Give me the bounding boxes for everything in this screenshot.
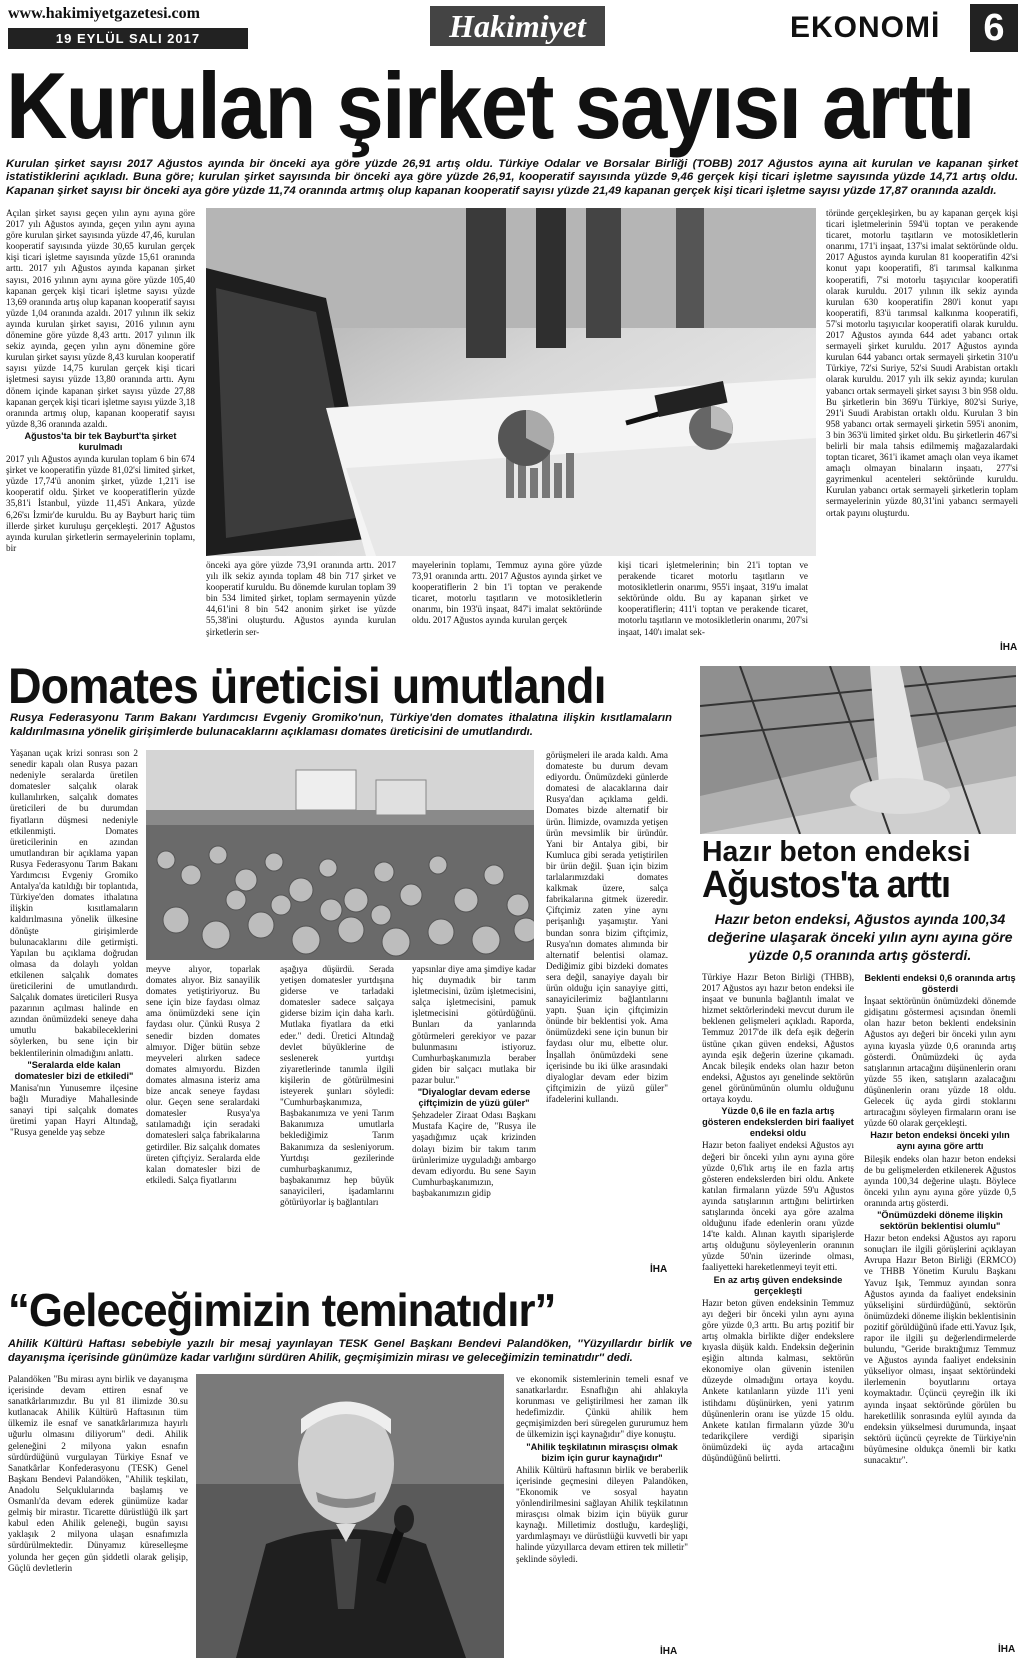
article3-col2-subheading-2: Hazır beton endeksi önceki yılın aynı ayına göre arttı xyxy=(870,1130,1010,1152)
article1-col4-text: kişi ticari işletmelerinin; bin 21'i toptan ve perakende ticaret motorlu taşıtların ve motosikletlerin onarımı, 955'i inşaat, 319'u imalat sektöründe oldu. Bu ay kapanan şirket ve kooperatiflerin; 411'i toptan ve perakende ticaret, motorlu taşıtların ve motosikletlerin onarımı, 207'si inşaat, 140'ı imalat sek- xyxy=(618,560,808,637)
newspaper-logo: Hakimiyet xyxy=(430,6,605,46)
article3-headline-line2: Ağustos'ta arttı xyxy=(702,864,951,906)
article2-deck: Rusya Federasyonu Tarım Bakanı Yardımcısı Evgeniy Gromiko'nun, Türkiye'den domates ithalatına ilişkin kısıtlamaların kaldırılmasına yönelik girişimlerde bulunacaklarını açıklaması domates üreticisini de umutlandırdı. xyxy=(10,712,672,738)
article1-col1-text: Açılan şirket sayısı geçen yılın aynı ayına göre 2017 yılı Ağustos ayında, geçen yılın aynı ayına göre kurulan şirket sayısında yüzde 47,46, kurulan kooperatif sayısında yüzde 30,65 kurulan gerçek kişi ticari işletme sayısında yüzde 15,61 oranında arttı. 2017 yılı Ağustos ayında kapanan şirket sayısı, 2016 yılının aynı ayına göre yüzde 105,40 kapanan gerçek kişi ticari işletme sayısı yüzde 13,69 oranında artış olup kapanan kooperatif sayısı yüzde 1,04 oranında azaldı. 2017 yılının ilk sekiz ayında kurulan şirket sayısı, 2016 yılının aynı dönemine göre yüzde 8,43 arttı. 2017 yılının ilk sekiz ayında, geçen yılın aynı dönemine göre kurulan şirket sayısı yüzde 8,43 kurulan kooperatif sayısı yüzde 14,75 kurulan gerçek kişi ticari işletmesi sayısı yüzde 13,80 oranında arttı. Aynı dönem içinde kapanan şirket sayısı yüzde 27,88 kapanan gerçek kişi ticari işletme sayısı yüzde 3,18 oranında artmış olup, kapanan kooperatif sayısı yüzde 8,36 oranında azaldı. xyxy=(6,208,195,429)
article1-deck: Kurulan şirket sayısı 2017 Ağustos ayında bir önceki aya göre yüzde 26,91 artış oldu. Türkiye Odalar ve Borsalar Birliği (TOBB) 2017 Ağustos ayına ait kurulan ve kapanan şirket istatistiklerini açıkladı. Buna göre; kurulan şirket sayısında bir önceki aya göre yüzde 26,91, kooperatif sayısında yüzde 9,46 gerçek kişi ticari işletme sayısında yüzde 14,71 artış oldu. Kapanan şirket sayısı bir önceki aya göre yüzde 11,74 oranında artmış olup kapanan kooperatif sayısı yüzde 21,49 kapanan gerçek kişi ticari işletme sayısı yüzde 17,87 oranında azaldı. xyxy=(6,158,1018,197)
article3-col1-subheading-2: En az artış güven endeksinde gerçekleşti xyxy=(713,1274,843,1296)
article2-col2-text: meyve alıyor, toparlak domates alıyor. Biz sanayilik domates yetiştiriyoruz. Bu sene için bize faydası olmaz ama önümüzdeki sene için faydası olur. Çünkü Rusya 2 senedir bizden domates almıyor. Diğer bütün sebze meyveleri alırken sadece domates almıyordu. Bizden domates almasına isteriz ama bize ancak seneye faydası olur. Geçen sene seralardaki domatesler Rusya'ya satılamadığı için seradaki domatesleri salça fabrikalarına getirdiler. Biz salçalık domates üreten çiftçiyiz. Seralarda elde kalan domatesler bizi de etkiledi. Salça fiyatlarını xyxy=(146,964,260,1185)
article1-column-3 xyxy=(412,560,602,654)
article4-headline: “Geleceğimizin teminatıdır” xyxy=(8,1284,556,1336)
article4-column-1 xyxy=(8,1374,188,1660)
article2-col4-text: yapsınlar diye ama şimdiye kadar hiç duymadık bir tarım işletmecisini, üzüm işletmecisini, salça işletmecisini, pamuk işletmecisini götürdüğünü. Bunları da yanlarında götürmeleri gerekiyor ve pazar bulunmasını istiyoruz. Cumhurbaşkanımızla beraber giden bir salçacı mutlaka bir pazar bulur." xyxy=(412,964,536,1085)
article3-deck: Hazır beton endeksi, Ağustos ayında 100,34 değerine ulaşarak önceki yılın aynı ayına göre yüzde 0,5 oranında artış gösterdi. xyxy=(707,911,1013,963)
article2-column-1 xyxy=(10,748,138,1276)
article3-column-1 xyxy=(702,972,854,1654)
article3-headline-line1: Hazır beton endeksi xyxy=(702,836,971,868)
article1-headline: Kurulan şirket sayısı arttı xyxy=(6,53,974,158)
concrete-pouring-photo xyxy=(700,666,1016,834)
issue-date: 19 EYLÜL SALI 2017 xyxy=(8,28,248,49)
article2-source: İHA xyxy=(650,1264,668,1275)
article2-column-4 xyxy=(412,964,536,1276)
article3-col2b-text: Bileşik endeks olan hazır beton endeksi de bu gelişmelerden etkilenerek Ağustos ayında 100,34 değerine ulaştı. Böylece önceki yılın aynı ayına göre yüzde 0,5 oranında artış gösterdi. xyxy=(864,1153,1016,1208)
article2-col1b-text: Manisa'nın Yunusemre ilçesine bağlı Muradiye Mahallesinde sanayi tipi salçalık domates üretimi yapan Hayri Altındağ, "Rusya genelde yaş sebze xyxy=(10,1082,138,1138)
page-number: 6 xyxy=(970,4,1018,52)
article1-column-4 xyxy=(618,560,808,654)
article3-col2-subheading-3: "Önümüzdeki döneme ilişkin sektörün beklentisi olumlu" xyxy=(877,1209,1003,1232)
article4-deck: Ahilik Kültürü Haftası sebebiyle yazılı bir mesaj yayınlayan TESK Genel Başkanı Bendevi Palandöken, ''Yüzyıllardır birlik ve dayanışma içerisinde günümüze kadar varlığını sürdüren Ahilik, geçmişimizin mirası ve geleceğimizin teminatıdır'' dedi. xyxy=(8,1338,692,1364)
article1-col5-text: töründe gerçekleşirken, bu ay kapanan gerçek kişi ticari işletmelerinin 594'ü toptan ve perakende ticaret, motorlu taşıtların ve motosikletlerin onarımı, 171'i inşaat, 137'si imalat sektöründe oldu. 2017 Ağustos ayında kurulan 81 kooperatifin 42'si konut yapı kooperatifi, 8'i tarımsal kalkınma kooperatifi, 7'si motorlu taşıyıcılar kooperatifi olarak kuruldu. 2017 yılının ilk sekiz ayında kurulan 630 kooperatifin 280'i konut yapı kooperatifi, 83'ü tarımsal kalkınma kooperatifi, 57'si motorlu taşıyıcılar kooperatifi olarak kuruldu. 2017 Ağustos ayında 644 adet yabancı ortak sermayeli şirket kuruldu. 2017 Ağustos ayında kurulan 644 yabancı ortak sermayeli şirketin 310'u Türkiye, 72'si Suriye, 52'si Suudi Arabistan ortaklı olarak kuruldu. 2017 yılı ilk sekiz ayında; kurulan yabancı ortak sermayeli şirket sayısı 3 bin 958 oldu. Bu şirketlerin bin 369'u Türkiye, 802'si Suriye, 291'i Suudi Arabistan ortaklı oldu. Kurulan 3 bin 958 yabancı ortak sermayeli şirketin 595'i anonim, 3 bin 363'ü limited şirket oldu. Bu şirketlerin 467'si belirli bir mala tahsis edilmemiş mağazalardaki toptan ticaret, 361'i ikamet amaçlı olan veya ikamet amaçlı olmayan binaların inşaatı, 277'si gayrimenkul acenteleri sektöründe kuruldu. Kurulan yabancı ortak sermayeli şirketlerin toplam sermayelerinin yüzde 80,31'ini yabancı sermayeli ortak payını oluşturdu. xyxy=(826,208,1018,518)
article4-col2-text: ve ekonomik sistemlerinin temeli esnaf ve sanatkarlardır. Esnaflığın ahi ahlakıyla korunması ve geliştirilmesi her zaman ilk hedefimizdir. Çünkü ahilik hem geçmişimizden beri süregelen gururumuz hem de ülkemizin işçi kaynağıdır" diye konuştu. xyxy=(516,1374,688,1440)
article2-col5-text: görüşmeleri ile arada kaldı. Ama domateste bu durum devam ediyordu. Önümüzdeki günlerde domatesi de alacaklarına dair Rusya'dan açıklama geldi. Domates bizde alternatif bir ürün. İlimizde, ovamızda yetişen ürün mevsimlik bir üründür. Yani bir Antalya gibi, bir Kumluca gibi serada yetiştirilen bir ürün değil. Şuan için bizim tarlalarımızdaki domates kalkmak üzere, salça fabrikalarına gitmek üzeredir. Çiftçimiz zaten yine aynı perişanlığı yaşamıştır. Yani bundan sonra bizim çiftçimiz, Rusya'nın domates alımında bir alternatif belentisi olamaz. Dediğimiz gibi bizdeki domates sera değil, sanayiye dayalı bir ürün olduğu için sanayiye gitti, sanayicilerimiz bağlantılarını yaptı. Şuan için çiftçimizin önünde bir beklentisi yok. Ama önümüzdeki sene için bunun bir faydası olur mu, elbette olur. İnşallah önümüzdeki sene içerisinde bu iki ülke arasındaki diyaloglar devam eder bizim çiftçimizin de yüzü güler" ifadelerini kullandı. xyxy=(546,750,668,1104)
article2-col4b-text: Şehzadeler Ziraat Odası Başkanı Mustafa Kaçire de, "Rusya ile yaşadığımız uçak krizinden dolayı bizim bir takım tarım ürünlerimize uyguladığı ambargo devam ediyordu. Bu sene Sayın Cumhurbaşkanımızın, başbakanımızın gidip xyxy=(412,1110,536,1198)
article1-column-5 xyxy=(826,208,1018,644)
article1-column-2 xyxy=(206,560,396,654)
article2-col1-text: Yaşanan uçak krizi sonrası son 2 senedir kapalı olan Rusya pazarı nedeniyle seralarda üretilen domatesler salçalık olarak kullanılırken, salçalık domates üreticileri de bu durumdan fiyatların düşmesi nedeniyle etkilenmişti. Domates üreticilerinin en azından umutlandıran bir açıklama yapan Rusya Federasyonu Tarım Bakanı Yardımcısı Evgeniy Gromiko Antalya'da katıldığı bir toplantıda, Türkiye'den domates ithalatına ilişkin kısıtlamaların kaldırılmasına yönelik ülkesine dönüşte girişimlerde bulunacaklarını dile getirmişti. Yapılan bu açıklama doğrudan olmasa da dolaylı yoldan etkilenen salçalık domates üreticilerini de umutlandırdı. Salçalık domates üreticileri Rusya pazarının açılması halinde en azından önümüzdeki seneye daha umutlu bakabileceklerini söylerken, bu sene için bir beklentilerinin olmadığını anlattı. xyxy=(10,748,138,1058)
article1-col1-subheading: Ağustos'ta bir tek Bayburt'ta şirket kurulmadı xyxy=(24,430,177,452)
article2-headline: Domates üreticisi umutlandı xyxy=(8,658,606,714)
article4-source: İHA xyxy=(660,1646,678,1657)
article2-column-2 xyxy=(146,964,260,1276)
article3-source: İHA xyxy=(998,1644,1016,1655)
section-name: EKONOMİ xyxy=(790,11,941,44)
article4-column-2 xyxy=(516,1374,688,1644)
article3-column-2 xyxy=(864,972,1016,1644)
article1-col3-text: mayelerinin toplamı, Temmuz ayına göre yüzde 73,91 oranında arttı. 2017 Ağustos ayında şirket ve kooperatiflerin 2 bin 1'i toptan ve perakende ticaret, motorlu taşıtların ve motosikletlerin onarımı, bin 193'ü inşaat, 847'i imalat sektöründe oldu. 2017 Ağustos ayında kurulan gerçek xyxy=(412,560,602,626)
speaker-photo xyxy=(196,1374,504,1658)
article3-col2-text: İnşaat sektörünün önümüzdeki dönemde gidişatını göstermesi açısından önemli olan hazır beton beklenti endeksinin Ağustos ayı değeri bir önceki yılın aynı ayına kıyasla yüzde 0,6 oranında artış gösterdi. Önümüzdeki üç ayda satışlarının artacağını düşünenlerin oranı yüzde 55 iken, satışların azalacağını düşünenlerin oranı yüzde 18 oldu. Gelecek üç ayda girdi stoklarını artıracağını söyleyen firmaların oranı ise yüzde 60 olarak gerçekleşti. xyxy=(864,996,1016,1129)
website-url[interactable]: www.hakimiyetgazetesi.com xyxy=(8,5,200,22)
article4-col2b-text: Ahilik Kültürü haftasının birlik ve beraberlik içerisinde geçmesini dileyen Palandöken, "Ekonomik ve sosyal hayatın yönlendirilmesini sağlayan Ahilik teşkilatının mirasçısı olmak bizim için büyük gurur kaynağı. Milletimiz dostluğu, kardeşliği, yardımlaşmayı ve dürüstlüğü kuvvetli bir yapı halinde yüzyıllarca devam ettiren tek milletir" şeklinde söyledi. xyxy=(516,1464,688,1564)
article4-col1-text: Palandöken "Bu mirası aynı birlik ve dayanışma içerisinde devam ettiren esnaf ve sanatkârlarımızdır. Bu yıl 81 ilimizde 30.su kutlanacak Ahilik Kültürü Haftasının tüm ülkemiz ile esnaf ve sanatkârlarımıza hayırlı uğurlu olmasını diliyorum" dedi. Ahilik geleneğini 2 milyona yakın esnafın sürdürdüğünü vurgulayan Türkiye Esnaf ve Sanatkârlar Konfederasyonu (TESK) Genel Başkanı Bendevi Palandöken, "Ahilik teşkilatı, Anadolu Selçuklularında başlamış ve Osmanlı'da devam ederek günümüze kadar gelmiş bir mirastır. Ticarette dürüstlüğü ilk şart kabul eden Ahilik geleneği, bugün sayısı yaklaşık 2 milyona ulaşan esnafımızla sürdürülmektedir. Dünyamız küreselleşme yolunda her geçen gün şiddetli olarak gelişip, Güçlü devletlerin xyxy=(8,1374,188,1573)
article1-col2-text: önceki aya göre yüzde 73,91 oranında arttı. 2017 yılı ilk sekiz ayında toplam 48 bin 717 şirket ve kooperatif kuruldu. Bu dönemde kurulan toplam 39 bin 534 limited şirket, toplam sermayenin yüzde 44,61'ini 8 bin 542 anonim şirket ise yüzde 55,38'ini oluşturdu. Ağustos ayında kurulan şirketlerin ser- xyxy=(206,560,396,637)
article2-col3-text: aşağıya düşürdü. Serada yetişen domatesler yurtdışına giderse ve tarladaki domatesler sadece salçaya giderse bizim için daha karlı. Mutlaka fiyatlara da etki eder." dedi. Üretici Altındağ devlet büyüklerine de seslenerek yurtdışı ziyaretlerinde tanımla ilgili kişilerin de götürülmesini isteyerek şunları söyledi: "Cumhurbaşkanımıza, Başbakanımıza ve yeni Tarım Bakanımıza umutlarla beklediğimiz Tarım Bakanımıza da sesleniyorum. Yurtdışı gezilerinde cumhurbaşkanımız, başbakanımız hep büyük sanayicileri, işadamlarını götürüyorlar iş bağlantıları xyxy=(280,964,394,1207)
article3-col1b-text: Hazır beton faaliyet endeksi Ağustos ayı değeri bir önceki yılın aynı ayına göre yüzde 0,6'lık artış ile en fazla artış gösteren endekslerden biri oldu. Ankete katılan firmaların yüzde 59'u Ağustos ayında satışlarının arttığını belirtirken satışlarında önceki aya göre azalma olduğunu ifade edenlerin oranı yüzde 14'te kaldı. Alınan kayıtlı siparişlerde artış olduğunu söyleyenlerin oranının yüzde 50'nin üzerinde olması, faaliyetteki hareketlenmeyi teyit etti. xyxy=(702,1140,854,1273)
tomato-harvest-photo xyxy=(146,750,534,960)
article2-col4-subheading: "Diyaloglar devam ederse çiftçimizin de yüzü güler" xyxy=(417,1087,531,1109)
article1-source: İHA xyxy=(1000,642,1018,653)
article1-col1b-text: 2017 yılı Ağustos ayında kurulan toplam 6 bin 674 şirket ve kooperatifin yüzde 81,02'si limited şirket, yüzde 17,74'ü anonim şirket, yüzde 1,21'i ise kooperatif oldu. Şirket ve kooperatiflerin yüzde 35,81'i İstanbul, yüzde 11,45'i Ankara, yüzde 6,26'sı İzmir'de kuruldu. Bu ay Bayburt hariç tüm illerde şirket kuruluşu gerçekleşti. 2017 Ağustos ayında kurulan şirketlerin sermayelerinin toplamı, bir xyxy=(6,454,195,553)
article3-col1-subheading: Yüzde 0,6 ile en fazla artış gösteren endekslerden biri faaliyet endeksi oldu xyxy=(702,1106,854,1139)
article2-column-5 xyxy=(546,750,668,1266)
article2-col1-subheading: "Seralarda elde kalan domatesler bizi de etkiledi" xyxy=(14,1059,134,1081)
article3-col1c-text: Hazır beton güven endeksinin Temmuz ayı değeri bir önceki yılın aynı ayına göre yüzde 0,3 arttı. Bu artış pozitif bir artış olmakla birlikte diğer endekslere kıyasla düşük kaldı. Endeksin değerinin eşiğin altında kalması, sektörün ekonomiye olan güvenin istenilen düzeyde olmadığını ortaya koydu. Ankete katılanların yüzde 11'i yeni istihdamı düşünürken, yeni yatırım düşünenlerin oranı ise yüzde 15 oldu. Ankete katılan firmaların yüzde 30'u tedarikçilere verdiği siparişin önümüzdeki üç ayda artacağını düşündüğünü belirtti. xyxy=(702,1297,854,1464)
business-meeting-photo xyxy=(206,208,816,556)
article3-col1-text: Türkiye Hazır Beton Birliği (THBB), 2017 Ağustos ayı hazır beton endeksi ile inşaat ve bununla bağlantılı imalat ve hizmet sektörlerindeki mevcut durum ile beklenen gelişmeleri açıkladı. Raporda, Temmuz 2017'de ilk defa eşik değerin üstüne çıkan güven endeksi, Ağustos ayında eşik değerin üzerine çıkamadı. Ancak bileşik endeks olan hazır beton endeksi, Ağustos ayı genelinde sektörün genel görünümünün olumlu olduğunu ortaya koydu. xyxy=(702,972,854,1105)
article4-col2-subheading: "Ahilik teşkilatının mirasçısı olmak bizim için gurur kaynağıdır" xyxy=(526,1441,678,1463)
article3-col2-subheading: Beklenti endeksi 0,6 oranında artış gösterdi xyxy=(864,973,1016,995)
article3-col2c-text: Hazır beton endeksi Ağustos ayı raporu sonuçları ile ilgili görüşlerini açıklayan Avrupa Hazır Beton Birliği (ERMCO) ve THBB Yönetim Kurulu Başkanı Yavuz Işık, Temmuz ayından sonra Ağustos ayında da faaliyet endeksinin yükselişini sürdürdüğünü, sektörün önümüzdeki döneme ilişkin beklentisinin pozitif görüldüğünü ifade etti.Yavuz Işık, rapor ile ilgili şu değerlendirmelerde bulundu, "Geride bıraktığımız Temmuz ve Ağustos ayında faaliyet endeksinin yükseliyor olması, inşaat sektöründeki ilerlemenin boyutlarını ortaya koymaktadır. Üçüncü çeyreğin ilk iki ayında inşaat sektöründe görülen bu hareketlilik sonrasında eylül ayında da endeksin yükselmesi durumunda, inşaat sektörü üçüncü çeyrekte de Türkiye'nin büyümesine oldukça önemli bir katkı sunacaktır". xyxy=(864,1233,1016,1466)
article2-column-3 xyxy=(280,964,394,1276)
article1-column-1 xyxy=(6,208,195,654)
